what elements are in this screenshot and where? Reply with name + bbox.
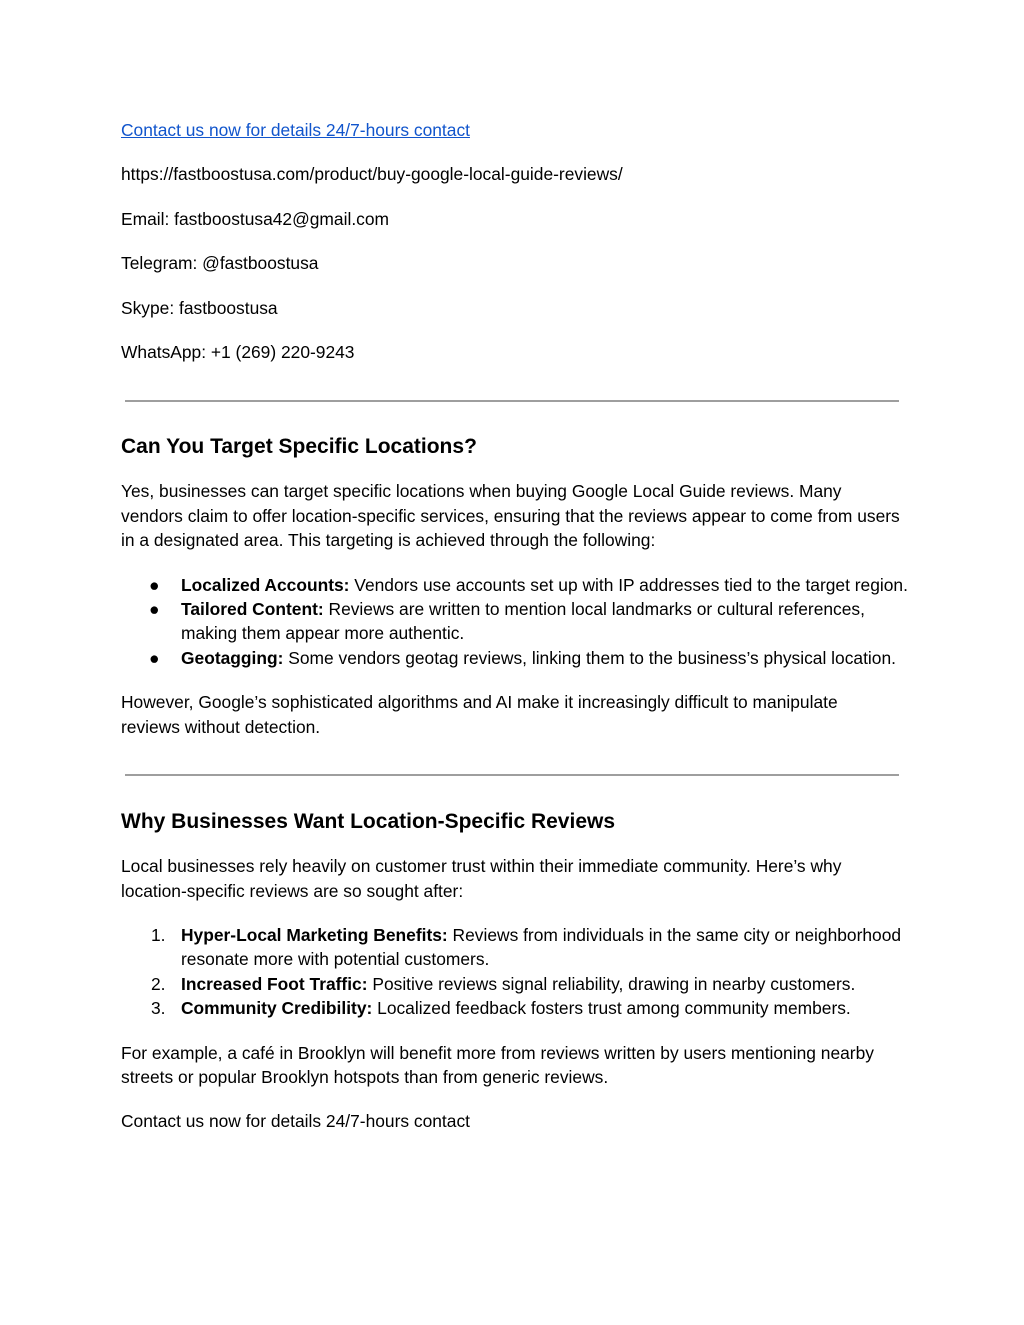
section1-intro: Yes, businesses can target specific locations when buying Google Local Guide reviews. Many vendors claim to offer location-specific services, ensuring that the reviews appear to come from users in a designated area. This targeting is achieved through the following: xyxy=(121,481,900,551)
bullet-icon: ● xyxy=(149,574,160,595)
bullet-list xyxy=(121,573,911,671)
list-item-label: Hyper-Local Marketing Benefits: xyxy=(181,924,448,945)
list-item-text: Localized feedback fosters trust among community members. xyxy=(372,998,851,1019)
list-item-text: Some vendors geotag reviews, linking them to the business’s physical location. xyxy=(283,647,896,668)
section2-example: For example, a café in Brooklyn will benefit more from reviews written by users mentioning nearby streets or popular Brooklyn hotspots than from generic reviews. xyxy=(121,1042,874,1087)
list-item xyxy=(121,972,911,996)
contact-link-paragraph xyxy=(121,118,911,142)
telegram-text: Telegram: @fastboostusa xyxy=(121,253,319,274)
list-item-text: Reviews are written to mention local landmarks or cultural references, making them appear more authentic. xyxy=(181,599,865,644)
email-text: Email: fastboostusa42@gmail.com xyxy=(121,208,390,229)
list-item xyxy=(121,996,911,1020)
document-page xyxy=(121,118,911,1134)
bullet-icon: ● xyxy=(149,647,160,668)
product-url-text: https://fastboostusa.com/product/buy-google-local-guide-reviews/ xyxy=(121,164,623,185)
list-number: 1. xyxy=(151,924,166,945)
list-item-label: Tailored Content: xyxy=(181,599,324,620)
list-item-label: Increased Foot Traffic: xyxy=(181,973,368,994)
list-item-label: Community Credibility: xyxy=(181,998,373,1019)
list-item-text: Positive reviews signal reliability, drawing in nearby customers. xyxy=(367,973,856,994)
horizontal-rule xyxy=(125,400,899,402)
skype-text: Skype: fastboostusa xyxy=(121,297,278,318)
list-item-text: Vendors use accounts set up with IP addresses tied to the target region. xyxy=(349,574,908,595)
section1-outro: However, Google’s sophisticated algorithms and AI make it increasingly difficult to manipulate reviews without detection. xyxy=(121,692,838,737)
horizontal-rule xyxy=(125,774,899,776)
list-item-text: Reviews from individuals in the same city or neighborhood resonate more with potential customers. xyxy=(181,924,902,970)
list-item-label: Localized Accounts: xyxy=(181,574,350,595)
section2-intro: Local businesses rely heavily on customer trust within their immediate community. Here’s why location-specific reviews are so sought after: xyxy=(121,856,842,901)
contact-bottom-text: Contact us now for details 24/7-hours contact xyxy=(121,1111,470,1132)
list-number: 3. xyxy=(151,998,166,1019)
whatsapp-text: WhatsApp: +1 (269) 220-9243 xyxy=(121,342,355,363)
numbered-list xyxy=(121,923,911,1021)
list-item xyxy=(121,573,911,597)
list-item xyxy=(121,646,911,670)
list-item xyxy=(121,923,911,972)
list-item-label: Geotagging: xyxy=(181,647,284,668)
list-number: 2. xyxy=(151,973,166,994)
list-item xyxy=(121,597,911,646)
section-heading-why-businesses: Why Businesses Want Location-Specific Reviews xyxy=(121,810,616,834)
contact-link[interactable]: Contact us now for details 24/7-hours contact xyxy=(121,120,470,140)
section-heading-target-locations: Can You Target Specific Locations? xyxy=(121,435,477,459)
bullet-icon: ● xyxy=(149,599,160,620)
